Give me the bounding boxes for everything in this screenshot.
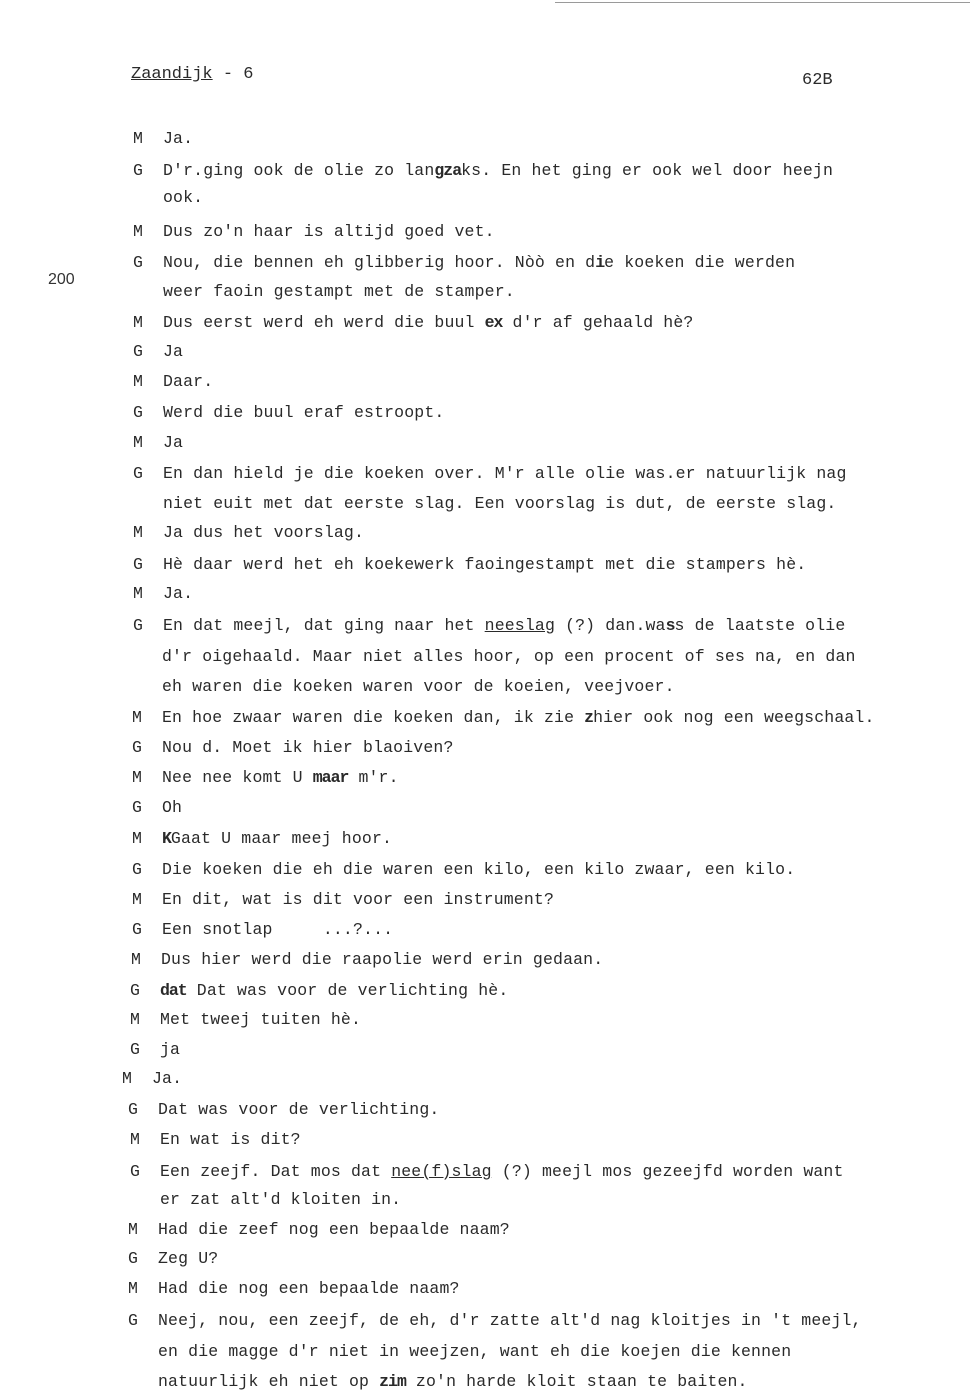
speaker-label: M xyxy=(131,950,142,969)
speaker-label: G xyxy=(133,253,144,272)
text-segment: natuurlijk eh niet op xyxy=(158,1372,380,1391)
utterance-text: niet euit met dat eerste slag. Een voorslag is dut, de eerste slag. xyxy=(163,494,837,513)
transcript-line xyxy=(128,1342,791,1362)
transcript-line xyxy=(131,950,603,970)
header-place: Zaandijk xyxy=(131,65,213,84)
utterance-text: En wat is dit? xyxy=(160,1130,301,1149)
text-segment: Nee nee komt U xyxy=(162,768,313,787)
transcript-line xyxy=(130,1040,180,1060)
transcript-line xyxy=(133,523,364,543)
speaker-label: G xyxy=(132,738,143,757)
text-segment: En dat meejl, dat ging naar het xyxy=(163,616,485,635)
transcript-line xyxy=(128,1279,460,1299)
page-header-title xyxy=(131,65,253,84)
utterance-text xyxy=(160,981,508,1000)
struck-typed-text: ex xyxy=(484,313,503,332)
speaker-label: M xyxy=(133,584,144,603)
utterance-text: Had die zeef nog een bepaalde naam? xyxy=(158,1220,510,1239)
text-segment: s de laatste olie xyxy=(674,616,846,635)
struck-typed-text: i xyxy=(595,253,605,272)
speaker-label: M xyxy=(122,1069,133,1088)
transcript-line xyxy=(133,433,183,453)
utterance-text xyxy=(163,616,845,635)
text-segment: Dat was voor de verlichting hè. xyxy=(186,981,509,1000)
speaker-label: M xyxy=(133,313,144,332)
speaker-label: G xyxy=(128,1249,139,1268)
text-segment: Een zeejf. Dat mos dat xyxy=(160,1162,392,1181)
transcript-line xyxy=(130,1010,361,1030)
utterance-text xyxy=(163,253,795,272)
utterance-text xyxy=(163,161,833,180)
transcript-line xyxy=(132,798,182,818)
margin-line-number: 200 xyxy=(48,271,75,288)
transcript-line xyxy=(133,616,845,636)
transcript-line xyxy=(133,494,836,514)
transcript-line xyxy=(132,768,399,788)
speaker-label: G xyxy=(133,403,144,422)
transcript-line xyxy=(133,188,203,208)
speaker-label: G xyxy=(132,860,143,879)
utterance-text xyxy=(162,829,392,848)
speaker-label: G xyxy=(132,920,143,939)
speaker-label: G xyxy=(130,1162,141,1181)
transcript-line xyxy=(133,555,806,575)
utterance-text: En dit, wat is dit voor een instrument? xyxy=(162,890,555,909)
struck-typed-text: maar xyxy=(312,768,349,787)
header-suffix: - 6 xyxy=(212,65,254,84)
speaker-label: G xyxy=(128,1311,139,1330)
transcript-line xyxy=(133,253,795,273)
transcript-line xyxy=(133,161,833,181)
text-segment: (?) dan.wa xyxy=(555,616,666,635)
transcript-line xyxy=(133,584,193,604)
speaker-label: M xyxy=(132,708,143,727)
text-segment: ks. En het ging er ook wel door heejn xyxy=(461,161,834,180)
transcript-line xyxy=(132,738,454,758)
transcript-line xyxy=(128,1220,510,1240)
transcript-line xyxy=(122,1069,182,1089)
utterance-text: En dan hield je die koeken over. M'r alle olie was.er natuurlijk nag xyxy=(163,464,847,483)
transcript-line xyxy=(128,1100,439,1120)
speaker-label: M xyxy=(133,222,144,241)
underlined-term: neeslag xyxy=(484,616,556,635)
speaker-label: G xyxy=(133,342,144,361)
speaker-label: G xyxy=(132,798,143,817)
text-segment: En hoe zwaar waren die koeken dan, ik zie xyxy=(162,708,585,727)
speaker-label: G xyxy=(133,464,144,483)
speaker-label: M xyxy=(132,890,143,909)
utterance-text: Een snotlap ...?... xyxy=(162,920,394,939)
transcript-line xyxy=(128,1311,862,1331)
transcript-line xyxy=(132,890,554,910)
speaker-label: G xyxy=(133,616,144,635)
text-segment: m'r. xyxy=(348,768,399,787)
speaker-label: G xyxy=(133,161,144,180)
text-segment: Nou, die bennen eh glibberig hoor. Nòò en d xyxy=(163,253,596,272)
transcript-line xyxy=(128,1249,218,1269)
transcript-line xyxy=(132,677,675,697)
utterance-text: Zeg U? xyxy=(158,1249,219,1268)
speaker-label: M xyxy=(128,1220,139,1239)
underlined-term: nee(f)slag xyxy=(391,1162,492,1181)
transcript-line xyxy=(133,342,183,362)
transcript-line xyxy=(130,981,508,1001)
transcript-line xyxy=(132,920,393,940)
utterance-text: d'r oigehaald. Maar niet alles hoor, op een procent of ses na, en dan xyxy=(162,647,856,666)
transcript-line xyxy=(133,313,693,333)
speaker-label: G xyxy=(133,555,144,574)
speaker-label: M xyxy=(133,523,144,542)
struck-typed-text: zim xyxy=(379,1372,406,1391)
utterance-text xyxy=(163,313,693,332)
text-segment: hier ook nog een weegschaal. xyxy=(593,708,875,727)
utterance-text: Ja. xyxy=(152,1069,183,1088)
text-segment: D'r.ging ook de olie zo lan xyxy=(163,161,435,180)
text-segment: e koeken die werden xyxy=(604,253,796,272)
struck-typed-text: K xyxy=(162,829,171,848)
utterance-text: Ja xyxy=(163,433,184,452)
speaker-label: M xyxy=(133,372,144,391)
top-rule xyxy=(555,2,970,3)
transcript-line xyxy=(133,464,847,484)
transcript-line xyxy=(132,708,875,728)
struck-typed-text: z xyxy=(584,708,594,727)
speaker-label: M xyxy=(130,1010,141,1029)
transcript-line xyxy=(133,372,213,392)
utterance-text: Daar. xyxy=(163,372,214,391)
utterance-text xyxy=(162,708,875,727)
transcript-line xyxy=(130,1162,844,1182)
speaker-label: M xyxy=(130,1130,141,1149)
struck-typed-text: dat xyxy=(160,981,187,1000)
utterance-text: ja xyxy=(160,1040,181,1059)
utterance-text: eh waren die koeken waren voor de koeien, veejvoer. xyxy=(162,677,675,696)
utterance-text: Ja xyxy=(163,342,184,361)
utterance-text xyxy=(162,768,399,787)
utterance-text: Met tweej tuiten hè. xyxy=(160,1010,362,1029)
utterance-text: Dus hier werd die raapolie werd erin gedaan. xyxy=(161,950,604,969)
utterance-text: weer faoin gestampt met de stamper. xyxy=(163,282,515,301)
utterance-text: ook. xyxy=(163,188,204,207)
utterance-text: en die magge d'r niet in weejzen, want eh die koejen die kennen xyxy=(158,1342,792,1361)
transcript-line xyxy=(130,1190,401,1210)
text-segment: d'r af gehaald hè? xyxy=(502,313,694,332)
speaker-label: M xyxy=(128,1279,139,1298)
speaker-label: G xyxy=(130,1040,141,1059)
text-segment: Dus eerst werd eh werd die buul xyxy=(163,313,485,332)
transcript-line xyxy=(132,860,795,880)
transcript-line xyxy=(133,282,515,302)
utterance-text xyxy=(158,1372,748,1391)
utterance-text: Dat was voor de verlichting. xyxy=(158,1100,440,1119)
text-segment: zo'n harde kloit staan te baiten. xyxy=(405,1372,748,1391)
transcript-line xyxy=(133,222,495,242)
speaker-label: M xyxy=(133,129,144,148)
page-number: 62B xyxy=(802,71,833,90)
utterance-text: Neej, nou, een zeejf, de eh, d'r zatte alt'd nag kloitjes in 't meejl, xyxy=(158,1311,862,1330)
speaker-label: G xyxy=(130,981,141,1000)
struck-typed-text: gza xyxy=(434,161,462,180)
transcript-line xyxy=(132,829,392,849)
utterance-text: er zat alt'd kloiten in. xyxy=(160,1190,402,1209)
utterance-text: Werd die buul eraf estroopt. xyxy=(163,403,445,422)
transcript-line xyxy=(133,403,444,423)
utterance-text: Ja dus het voorslag. xyxy=(163,523,365,542)
utterance-text xyxy=(160,1162,844,1181)
utterance-text: Ja. xyxy=(163,584,194,603)
utterance-text: Nou d. Moet ik hier blaoiven? xyxy=(162,738,454,757)
struck-typed-text: s xyxy=(665,616,675,635)
speaker-label: M xyxy=(132,829,143,848)
utterance-text: Die koeken die eh die waren een kilo, een kilo zwaar, een kilo. xyxy=(162,860,796,879)
speaker-label: M xyxy=(132,768,143,787)
utterance-text: Ja. xyxy=(163,129,194,148)
transcript-line xyxy=(132,647,856,667)
transcript-line xyxy=(128,1372,748,1392)
utterance-text: Dus zo'n haar is altijd goed vet. xyxy=(163,222,495,241)
transcript-line xyxy=(130,1130,301,1150)
utterance-text: Oh xyxy=(162,798,183,817)
utterance-text: Had die nog een bepaalde naam? xyxy=(158,1279,460,1298)
speaker-label: G xyxy=(128,1100,139,1119)
text-segment: (?) meejl mos gezeejfd worden want xyxy=(491,1162,844,1181)
transcript-line xyxy=(133,129,193,149)
text-segment: Gaat U maar meej hoor. xyxy=(170,829,393,848)
utterance-text: Hè daar werd het eh koekewerk faoingestampt met die stampers hè. xyxy=(163,555,807,574)
speaker-label: M xyxy=(133,433,144,452)
